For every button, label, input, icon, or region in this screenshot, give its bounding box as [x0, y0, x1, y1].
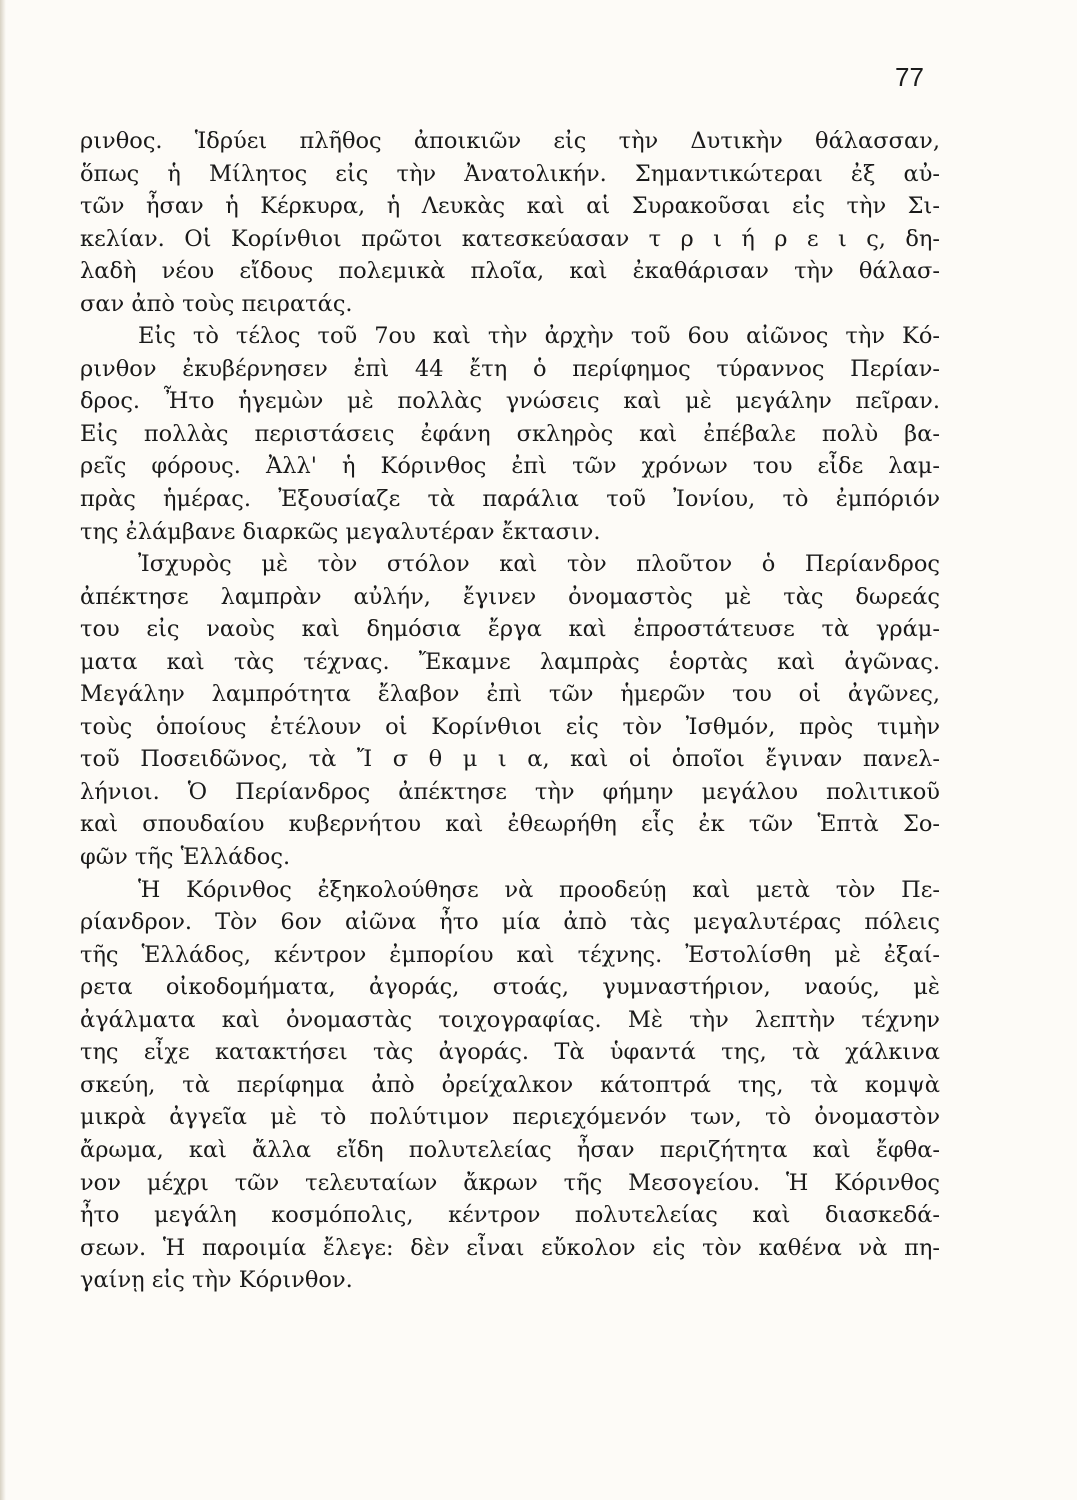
text-line: πρὰς ἡμέρας. Ἐξουσίαζε τὰ παράλια τοῦ Ἰονίου, τὸ ἐμπόριόν — [80, 486, 940, 513]
page-edge-shadow — [0, 0, 6, 1500]
page-number: 77 — [895, 62, 924, 92]
text-line: δρος. Ἦτο ἡγεμὼν μὲ πολλὰς γνώσεις καὶ μὲ μεγάλην πεῖραν. — [80, 388, 940, 415]
text-line: ἦτο μεγάλη κοσμόπολις, κέντρον πολυτελείας καὶ διασκεδά- — [80, 1202, 940, 1229]
text-line: τῶν ἦσαν ἡ Κέρκυρα, ἡ Λευκὰς καὶ αἱ Συρακοῦσαι εἰς τὴν Σι- — [80, 193, 940, 220]
text-line: ἄρωμα, καὶ ἄλλα εἴδη πολυτελείας ἦσαν περιζήτητα καὶ ἔφθα- — [80, 1136, 940, 1163]
text-line: τοῦ Ποσειδῶνος, τὰ Ἴ σ θ μ ι α, καὶ οἱ ὁποῖοι ἔγιναν πανελ- — [80, 746, 940, 773]
text-line: ἀγάλματα καὶ ὀνομαστὰς τοιχογραφίας. Μὲ τὴν λεπτὴν τέχνην — [80, 1006, 940, 1033]
text-line: σεων. Ἡ παροιμία ἔλεγε: δὲν εἶναι εὔκολον εἰς τὸν καθένα νὰ πη- — [80, 1234, 940, 1261]
text-line: μικρὰ ἀγγεῖα μὲ τὸ πολύτιμον περιεχόμενόν των, τὸ ὀνομαστὸν — [80, 1104, 940, 1131]
paragraph — [80, 548, 940, 873]
text-line: νον μέχρι τῶν τελευταίων ἄκρων τῆς Μεσογείου. Ἡ Κόρινθος — [80, 1169, 940, 1196]
text-line: καὶ σπουδαίου κυβερνήτου καὶ ἐθεωρήθη εἷς ἐκ τῶν Ἑπτὰ Σο- — [80, 811, 940, 838]
body-text — [80, 125, 940, 1297]
text-line: σαν ἀπὸ τοὺς πειρατάς. — [80, 290, 353, 317]
text-line: Εἰς τὸ τέλος τοῦ 7ου καὶ τὴν ἀρχὴν τοῦ 6ου αἰῶνος τὴν Κό- — [138, 323, 940, 350]
text-line: λήνιοι. Ὁ Περίανδρος ἀπέκτησε τὴν φήμην μεγάλου πολιτικοῦ — [80, 778, 940, 805]
text-line: ἀπέκτησε λαμπρὰν αὐλήν, ἔγινεν ὀνομαστὸς μὲ τὰς δωρεάς — [80, 583, 940, 610]
text-line: Μεγάλην λαμπρότητα ἔλαβον ἐπὶ τῶν ἡμερῶν του οἱ ἀγῶνες, — [80, 681, 940, 708]
text-line: ρινθος. Ἱδρύει πλῆθος ἀποικιῶν εἰς τὴν Δυτικὴν θάλασσαν, — [80, 128, 940, 154]
text-line: ρινθον ἐκυβέρνησεν ἐπὶ 44 ἔτη ὁ περίφημος τύραννος Περίαν- — [80, 355, 940, 382]
text-line: ρετα οἰκοδομήματα, ἀγοράς, στοάς, γυμναστήριον, ναούς, μὲ — [80, 974, 940, 1001]
text-line: σκεύη, τὰ περίφημα ἀπὸ ὀρείχαλκον κάτοπτρά της, τὰ κομψὰ — [80, 1071, 940, 1098]
text-line: γαίνῃ εἰς τὴν Κόρινθον. — [80, 1267, 353, 1294]
text-line: λαδὴ νέου εἴδους πολεμικὰ πλοῖα, καὶ ἐκαθάρισαν τὴν θάλασ- — [80, 258, 940, 285]
text-line: κελίαν. Οἱ Κορίνθιοι πρῶτοι κατεσκεύασαν τ ρ ι ή ρ ε ι ς, δη- — [80, 225, 940, 252]
text-line: του εἰς ναοὺς καὶ δημόσια ἔργα καὶ ἐπροστάτευσε τὰ γράμ- — [80, 616, 940, 643]
text-line: τῆς Ἑλλάδος, κέντρον ἐμπορίου καὶ τέχνης. Ἐστολίσθη μὲ ἐξαί- — [80, 941, 940, 968]
paragraph — [80, 125, 940, 320]
text-line: τοὺς ὁποίους ἐτέλουν οἱ Κορίνθιοι εἰς τὸν Ἰσθμόν, πρὸς τιμὴν — [80, 713, 940, 740]
paragraph — [80, 874, 940, 1297]
text-line: Εἰς πολλὰς περιστάσεις ἐφάνη σκληρὸς καὶ ἐπέβαλε πολὺ βα- — [80, 420, 940, 447]
text-line: της εἶχε κατακτήσει τὰς ἀγοράς. Τὰ ὑφαντά της, τὰ χάλκινα — [80, 1039, 940, 1066]
text-line: φῶν τῆς Ἑλλάδος. — [80, 844, 291, 871]
paragraph — [80, 320, 940, 548]
text-line: ὅπως ἡ Μίλητος εἰς τὴν Ἀνατολικήν. Σημαντικώτεραι ἐξ αὐ- — [80, 160, 940, 187]
text-line: Ἰσχυρὸς μὲ τὸν στόλον καὶ τὸν πλοῦτον ὁ Περίανδρος — [138, 551, 940, 578]
text-line: ματα καὶ τὰς τέχνας. Ἔκαμνε λαμπρὰς ἑορτὰς καὶ ἀγῶνας. — [80, 648, 940, 675]
text-line: Ἡ Κόρινθος ἐξηκολούθησε νὰ προοδεύῃ καὶ μετὰ τὸν Πε- — [138, 876, 940, 903]
text-line: ρίανδρον. Τὸν 6ον αἰῶνα ἦτο μία ἀπὸ τὰς μεγαλυτέρας πόλεις — [80, 909, 940, 936]
text-line: ρεῖς φόρους. Ἀλλ' ἡ Κόρινθος ἐπὶ τῶν χρόνων του εἶδε λαμ- — [80, 453, 940, 480]
text-line: της ἐλάμβανε διαρκῶς μεγαλυτέραν ἔκτασιν. — [80, 518, 601, 545]
